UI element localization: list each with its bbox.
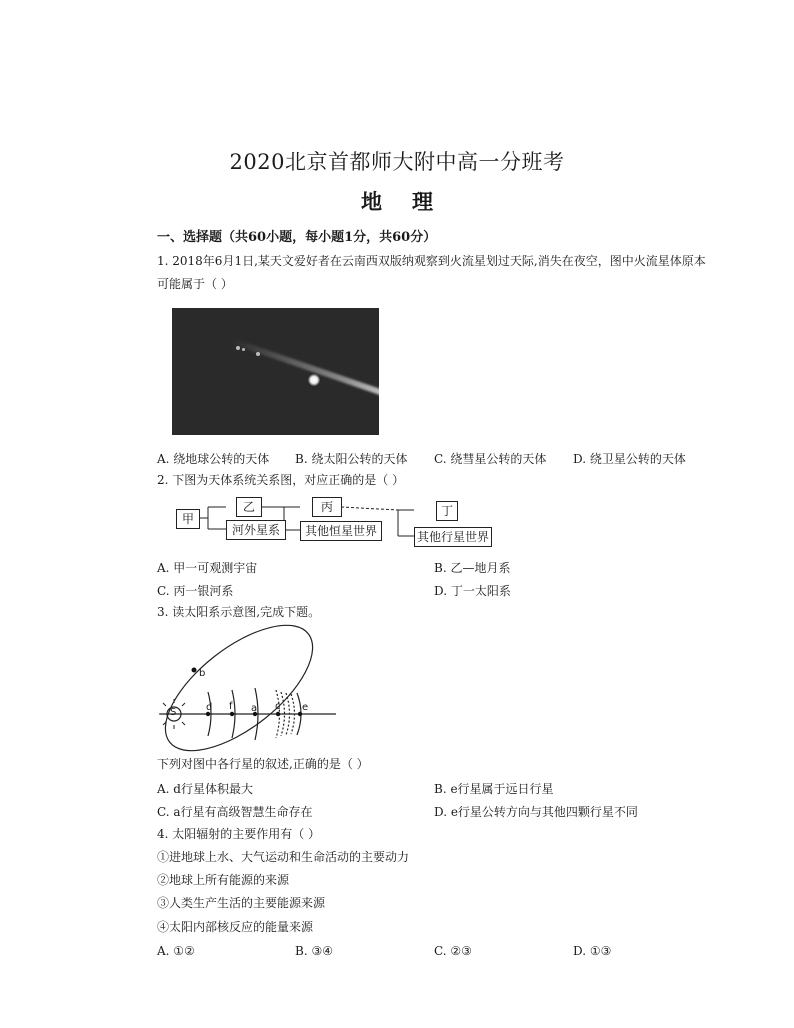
q4-stem: 4. 太阳辐射的主要作用有（ ） [157, 827, 321, 841]
diagram-box-bing: 丙 [312, 497, 342, 517]
q3-option-d[interactable]: D. e行星公转方向与其他四颗行星不同 [434, 805, 638, 819]
q1-stem-line1: 1. 2018年6月1日,某天文爱好者在云南西双版纳观察到火流星划过天际,消失在夜空，图中火流星体原本 [157, 254, 706, 268]
sun-label: S [170, 707, 177, 718]
planet-label-a: a [251, 703, 258, 714]
q2-option-c[interactable]: C. 丙一银河系 [157, 584, 234, 598]
diagram-box-other-stars: 其他恒星世界 [300, 521, 382, 541]
q1-option-c[interactable]: C. 绕彗星公转的天体 [434, 452, 547, 466]
diagram-box-yi: 乙 [236, 497, 262, 517]
section-heading: 一、选择题（共60小题，每小题1分，共60分） [157, 230, 437, 245]
diagram-box-jia: 甲 [176, 509, 200, 529]
diagram-box-other-planets: 其他行星世界 [414, 527, 492, 547]
q3-option-b[interactable]: B. e行星属于远日行星 [434, 782, 554, 796]
q1-option-a[interactable]: A. 绕地球公转的天体 [157, 452, 270, 466]
subject-title: 地理 [361, 189, 463, 214]
q2-stem: 2. 下图为天体系统关系图，对应正确的是（ ） [157, 473, 405, 487]
page-title: 2020北京首都师大附中高一分班考 [229, 150, 565, 174]
q4-item-2: ②地球上所有能源的来源 [157, 873, 290, 887]
planet-label-b: b [199, 668, 206, 679]
q4-item-4: ④太阳内部核反应的能量来源 [157, 920, 314, 934]
q2-option-d[interactable]: D. 丁一太阳系 [434, 584, 511, 598]
q1-stem-line2: 可能属于（ ） [157, 277, 233, 291]
q1-option-b[interactable]: B. 绕太阳公转的天体 [295, 452, 408, 466]
planet-label-c: c [275, 701, 281, 712]
q3-option-c[interactable]: C. a行星有高级智慧生命存在 [157, 805, 313, 819]
q3-question: 下列对图中各行星的叙述,正确的是（ ） [157, 757, 369, 771]
q4-option-a[interactable]: A. ①② [157, 944, 195, 958]
q2-option-a[interactable]: A. 甲一可观测宇宙 [157, 561, 258, 575]
diagram-box-ding: 丁 [436, 501, 458, 521]
planet-label-d: d [206, 702, 213, 713]
q1-option-d[interactable]: D. 绕卫星公转的天体 [573, 452, 686, 466]
planet-label-f: f [229, 701, 233, 712]
q4-item-3: ③人类生产生活的主要能源来源 [157, 896, 326, 910]
q2-option-b[interactable]: B. 乙—地月系 [434, 561, 511, 575]
q4-item-1: ①进地球上水、大气运动和生命活动的主要动力 [157, 850, 410, 864]
q4-option-c[interactable]: C. ②③ [434, 944, 472, 958]
q3-stem: 3. 读太阳系示意图,完成下题。 [157, 605, 321, 619]
q3-option-a[interactable]: A. d行星体积最大 [157, 782, 253, 796]
diagram-box-hewai: 河外星系 [226, 520, 286, 540]
planet-label-e: e [302, 702, 309, 713]
q4-option-b[interactable]: B. ③④ [295, 944, 333, 958]
q4-option-d[interactable]: D. ①③ [573, 944, 612, 958]
